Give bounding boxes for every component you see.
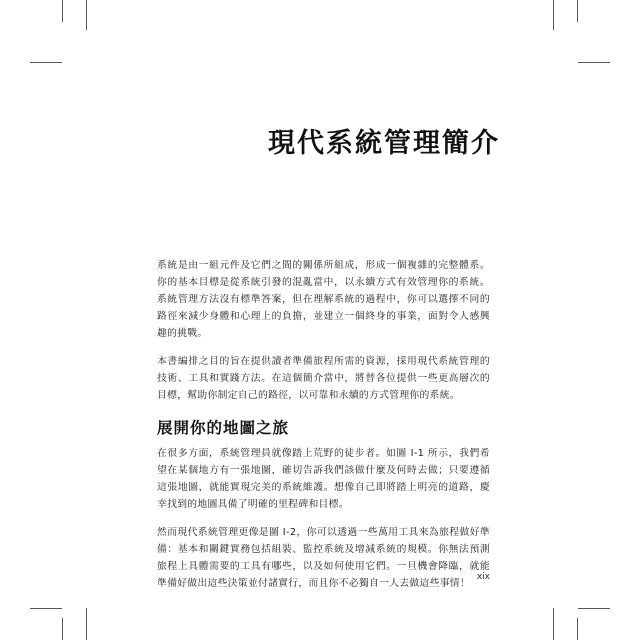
intro-paragraph: 系統是由一組元件及它們之間的關係所組成，形成一個複雜的完整體系。你的基本目標是從系統引發的混亂當中，以永續方式有效管理你的系統。系統管理方法沒有標準答案，但在理解系統的過程中，你可以選擇不同的路徑來減少身體和心理上的負擔，並建立一個終身的事業，面對令人感興趣的挑戰。 [157, 260, 490, 339]
crop-mark-top-right-vertical [553, 0, 554, 30]
crop-mark-top-left-vertical [86, 0, 87, 30]
crop-mark-top-left-horizontal [30, 62, 62, 63]
section-paragraph: 在很多方面，系統管理員就像踏上荒野的徒步者。如圖 I-1 所示，我們希望在某個地方有一張地圖，確切告訴我們該做什麼及何時去做；只要遵循這張地圖，就能實現完美的系統維護。想像自己即將踏上明亮的道路，慶幸找到的地圖具備了明確的里程碑和目標。 [157, 448, 490, 510]
page-title: 現代系統管理簡介 [268, 128, 500, 159]
crop-mark-top-right-horizontal [578, 62, 610, 63]
crop-mark-bottom-right-vertical [553, 608, 554, 640]
crop-mark-bottom-left-vertical [86, 608, 87, 640]
crop-mark-top-left-vertical-2 [62, 0, 63, 22]
crop-mark-bottom-right-vertical-2 [577, 618, 578, 640]
crop-mark-bottom-right-horizontal [578, 608, 610, 609]
intro-paragraph: 本書編排之目的旨在提供讀者準備旅程所需的資源，採用現代系統管理的技術、工具和實踐方法。在這個簡介當中，將替各位提供一些更高層次的目標，幫助你制定自己的路徑，以可靠和永續的方式管理你的系統。 [157, 356, 490, 401]
page-number: xix [476, 572, 490, 582]
section-paragraph: 然而現代系統管理更像是圖 I-2，你可以透過一些萬用工具來為旅程做好準備：基本和關鍵實務包括組裝、監控系統及增減系統的規模。你無法預測旅程上具體需要的工具有哪些，以及如何使用它們。一旦機會降臨，就能準備好做出這些決策並付諸實行，而且你不必獨自一人去做這些事情！ [157, 527, 490, 589]
crop-mark-bottom-left-vertical-2 [62, 618, 63, 640]
page-body [157, 257, 490, 603]
crop-mark-bottom-left-horizontal [30, 608, 62, 609]
crop-mark-top-right-vertical-2 [577, 0, 578, 22]
section-heading: 展開你的地圖之旅 [157, 419, 290, 437]
